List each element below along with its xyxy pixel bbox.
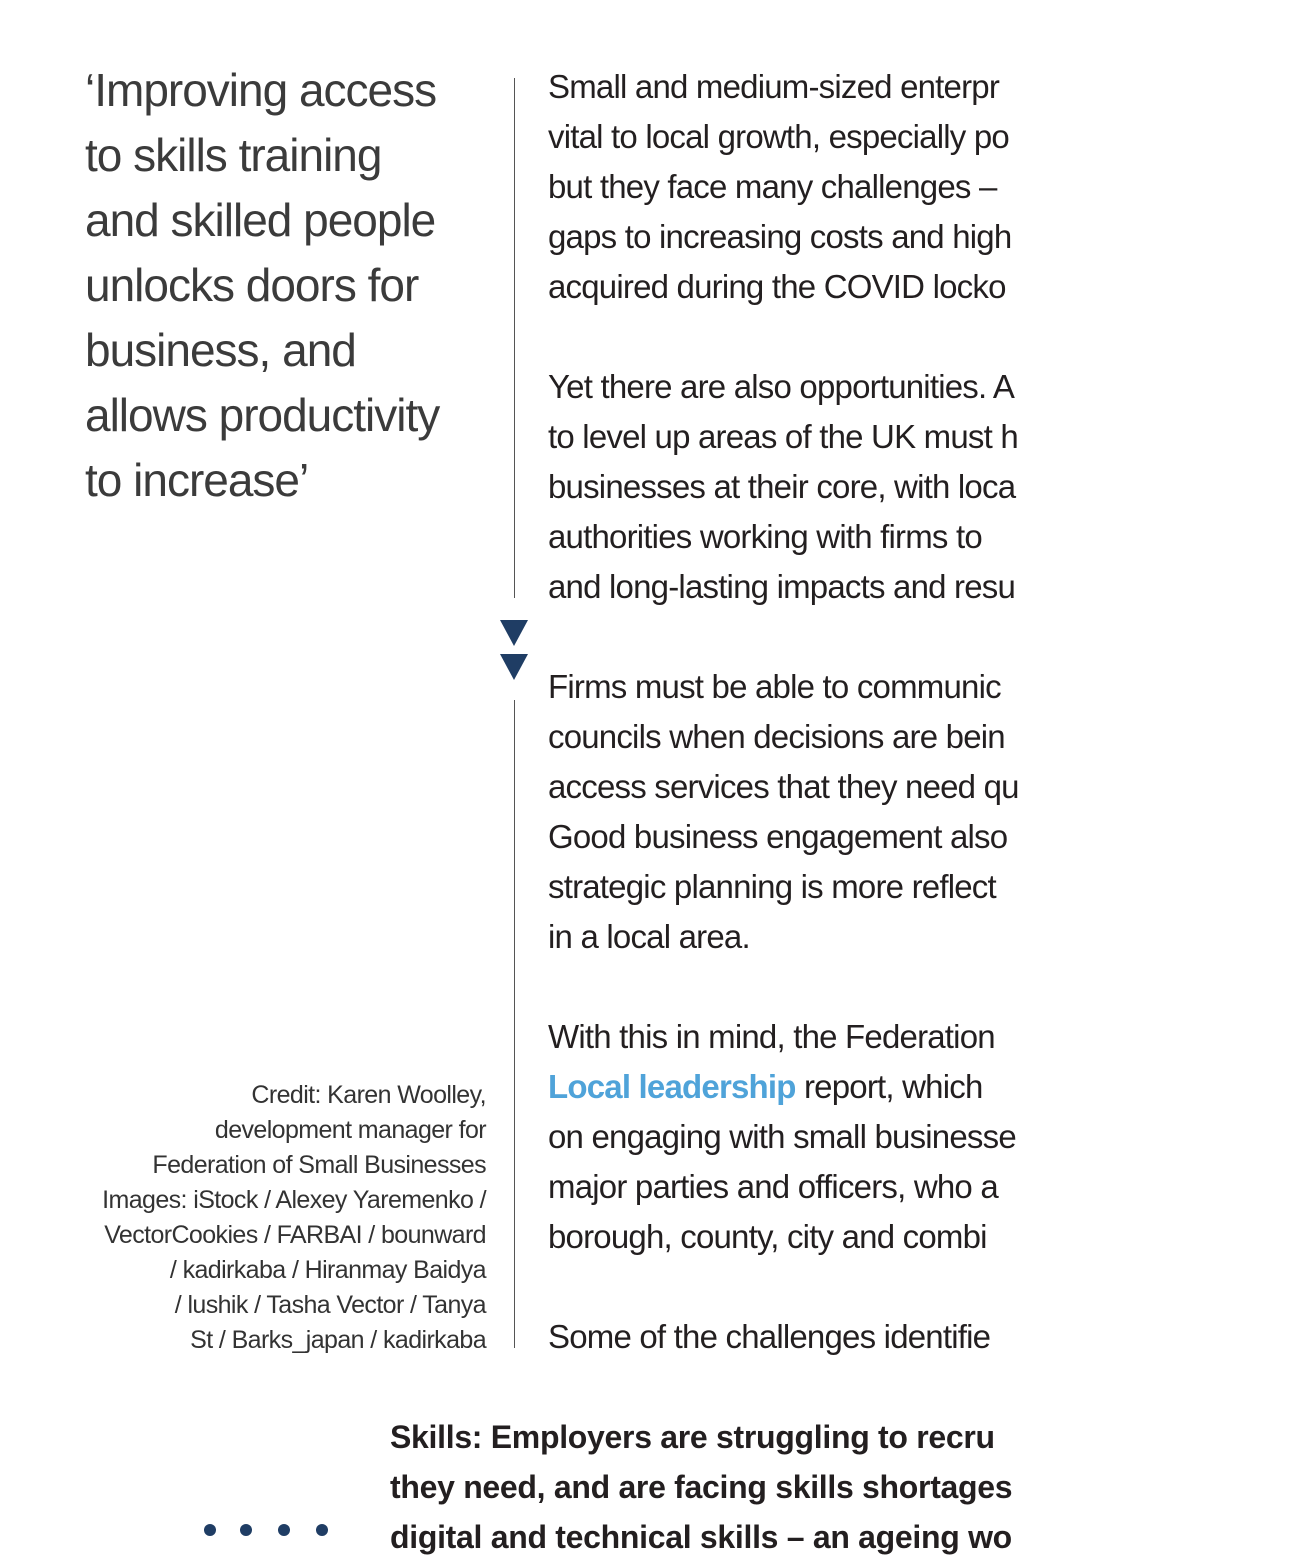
column-divider-bottom (514, 700, 515, 1348)
pull-quote (85, 58, 485, 513)
down-triangle-icon (500, 654, 528, 680)
skills-bullet (390, 1412, 1290, 1562)
paragraph-1 (548, 62, 1248, 312)
local-leadership-link[interactable]: Local leadership (548, 1068, 796, 1105)
body-line: businesses at their core, with loca (548, 468, 1016, 505)
body-line: acquired during the COVID locko (548, 268, 1006, 305)
credit-line: VectorCookies / FARBAI / bounward (104, 1221, 486, 1249)
pull-quote-line: unlocks doors for (85, 259, 419, 311)
credit-line: Federation of Small Businesses (152, 1151, 486, 1179)
body-line-rest: report, which (795, 1068, 983, 1105)
bullet-lead: Skills: (390, 1419, 483, 1455)
article-body (548, 62, 1248, 1412)
paragraph-4 (548, 1012, 1248, 1262)
image-credit (66, 1078, 486, 1358)
body-line: borough, county, city and combi (548, 1218, 987, 1255)
body-line: vital to local growth, especially po (548, 118, 1009, 155)
body-line: Yet there are also opportunities. A (548, 368, 1015, 405)
dot-icon (278, 1524, 290, 1536)
bullet-line-rest: Employers are struggling to recru (482, 1419, 995, 1455)
body-line: Some of the challenges identifie (548, 1318, 991, 1355)
body-line: Firms must be able to communic (548, 668, 1001, 705)
paragraph-3 (548, 662, 1248, 962)
body-line (548, 1062, 1248, 1112)
dot-icon (204, 1524, 216, 1536)
pull-quote-line: ‘Improving access (85, 64, 437, 116)
credit-line: St / Barks_japan / kadirkaba (190, 1326, 486, 1354)
down-triangle-icon (500, 620, 528, 646)
body-line: With this in mind, the Federation (548, 1018, 995, 1055)
pull-quote-line: allows productivity (85, 389, 440, 441)
bullet-line: digital and technical skills – an ageing wo (390, 1519, 1012, 1555)
dot-icon (240, 1524, 252, 1536)
body-line: gaps to increasing costs and high (548, 218, 1012, 255)
body-line: authorities working with firms to (548, 518, 982, 555)
bullet-line: they need, and are facing skills shortages (390, 1469, 1013, 1505)
paragraph-2 (548, 362, 1248, 612)
column-divider-top (514, 78, 515, 598)
body-line: access services that they need qu (548, 768, 1019, 805)
bullet-dots-decoration (200, 1522, 340, 1536)
pull-quote-line: and skilled people (85, 194, 436, 246)
body-line: to level up areas of the UK must h (548, 418, 1018, 455)
pull-quote-line: business, and (85, 324, 356, 376)
dot-icon (316, 1524, 328, 1536)
body-line: and long-lasting impacts and resu (548, 568, 1016, 605)
body-line: on engaging with small businesse (548, 1118, 1016, 1155)
pull-quote-line: to increase’ (85, 454, 309, 506)
credit-line: development manager for (214, 1116, 486, 1144)
bullet-line (390, 1412, 1290, 1462)
body-line: councils when decisions are bein (548, 718, 1005, 755)
credit-line: / lushik / Tasha Vector / Tanya (174, 1291, 486, 1319)
body-line: strategic planning is more reflect (548, 868, 996, 905)
pull-quote-line: to skills training (85, 129, 382, 181)
paragraph-5 (548, 1312, 1248, 1362)
body-line: major parties and officers, who a (548, 1168, 998, 1205)
credit-line: Credit: Karen Woolley, (251, 1081, 486, 1109)
credit-line: Images: iStock / Alexey Yaremenko / (102, 1186, 486, 1214)
body-line: but they face many challenges – (548, 168, 997, 205)
credit-line: / kadirkaba / Hiranmay Baidya (169, 1256, 486, 1284)
body-line: Good business engagement also (548, 818, 1008, 855)
body-line: in a local area. (548, 918, 750, 955)
body-line: Small and medium-sized enterpr (548, 68, 1000, 105)
